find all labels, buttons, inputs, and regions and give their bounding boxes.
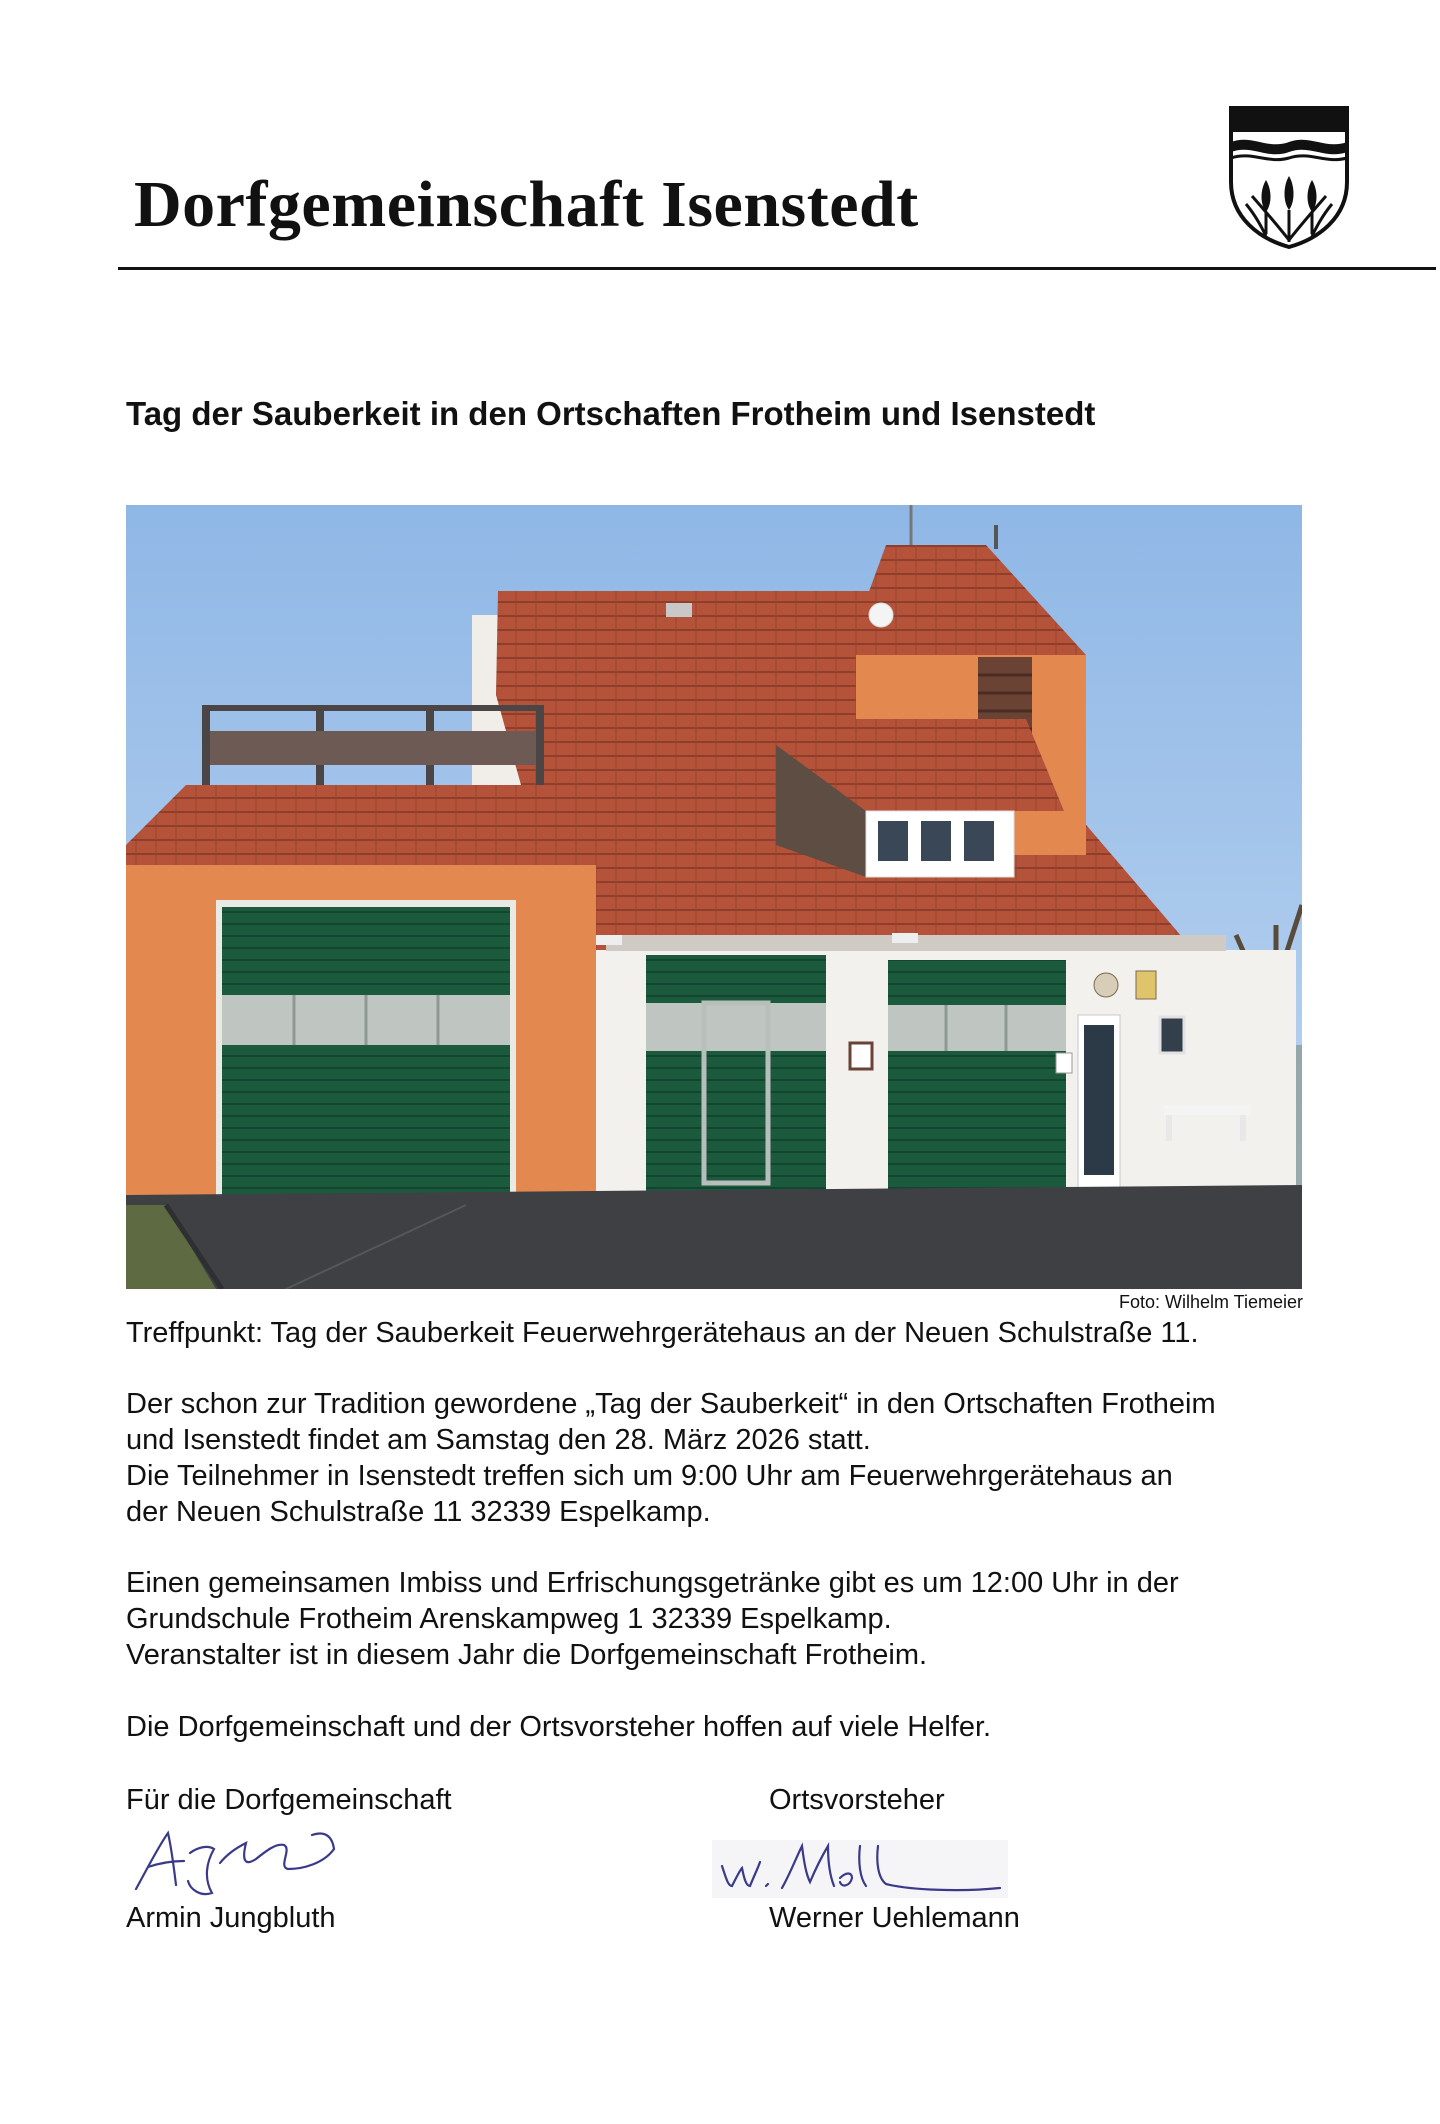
paragraph-line: Veranstalter ist in diesem Jahr die Dorfgemeinschaft Frotheim. (126, 1639, 928, 1671)
paragraph-line: Die Dorfgemeinschaft und der Ortsvorsteher hoffen auf viele Helfer. (126, 1711, 992, 1743)
meeting-point-text: Treffpunkt: Tag der Sauberkeit Feuerwehrgerätehaus an der Neuen Schulstraße 11. (126, 1317, 1199, 1349)
left-handwritten-signature (128, 1823, 338, 1899)
paragraph-line: Einen gemeinsamen Imbiss und Erfrischungsgetränke gibt es um 12:00 Uhr in der (126, 1567, 1179, 1599)
event-details-paragraph (126, 1386, 1216, 1530)
fire-station-photo (126, 505, 1302, 1289)
photo-caption: Foto: Wilhelm Tiemeier (1118, 1292, 1303, 1312)
right-handwritten-signature (710, 1838, 1010, 1900)
catering-paragraph (126, 1565, 1179, 1673)
coat-of-arms-icon (1226, 104, 1352, 250)
left-signer-name: Armin Jungbluth (126, 1902, 336, 1934)
right-signer-name: Werner Uehlemann (769, 1902, 1020, 1934)
right-signature-label: Ortsvorsteher (769, 1784, 945, 1816)
paragraph-line: und Isenstedt findet am Samstag den 28. März 2026 statt. (126, 1424, 871, 1456)
paragraph-line: der Neuen Schulstraße 11 32339 Espelkamp. (126, 1496, 711, 1528)
closing-paragraph (126, 1709, 991, 1745)
organization-title: Dorfgemeinschaft Isenstedt (134, 168, 919, 241)
left-signature-label: Für die Dorfgemeinschaft (126, 1784, 452, 1816)
paragraph-line: Der schon zur Tradition gewordene „Tag der Sauberkeit“ in den Ortschaften Frotheim (126, 1388, 1216, 1420)
paragraph-line: Grundschule Frotheim Arenskampweg 1 32339 Espelkamp. (126, 1603, 892, 1635)
article-headline: Tag der Sauberkeit in den Ortschaften Frotheim und Isenstedt (126, 395, 1096, 432)
paragraph-line: Die Teilnehmer in Isenstedt treffen sich um 9:00 Uhr am Feuerwehrgerätehaus an (126, 1460, 1173, 1492)
header-rule (118, 267, 1436, 270)
